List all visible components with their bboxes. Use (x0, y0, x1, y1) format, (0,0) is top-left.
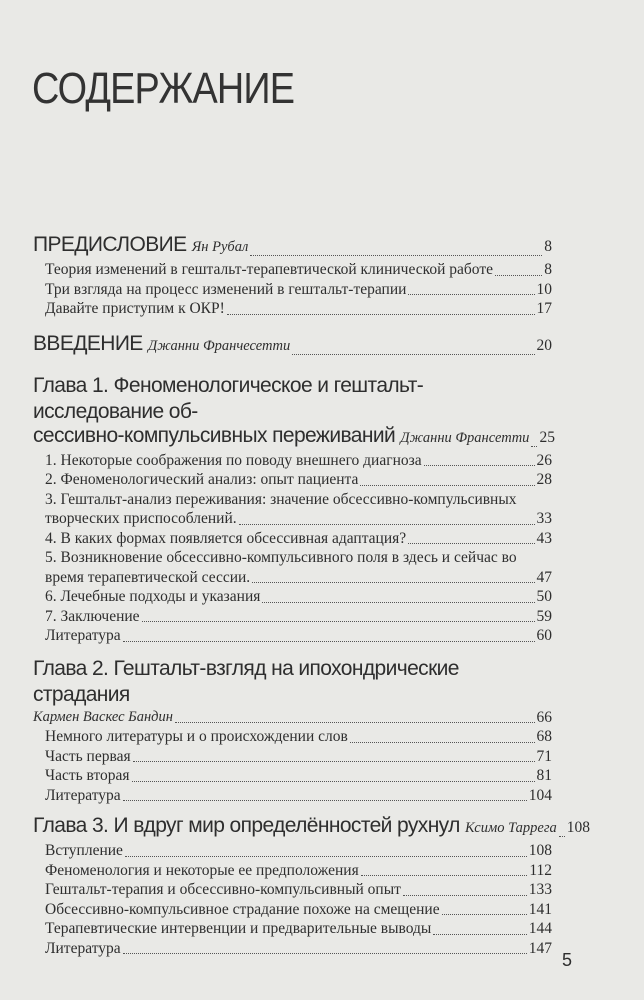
page-ref: 28 (536, 471, 552, 488)
page-number: 5 (562, 950, 573, 970)
dot-leader (123, 641, 535, 642)
page-ref: 147 (528, 939, 552, 957)
entry-title: Феноменология и некоторые ее предположения (45, 861, 359, 879)
entry-title: 1. Некоторые соображения по поводу внешнего диагноза (45, 451, 422, 469)
dot-leader (132, 781, 535, 782)
entry-title: Часть первая (45, 747, 131, 765)
toc-entry[interactable] (33, 841, 552, 861)
dot-leader (408, 543, 534, 544)
entry-title: творческих приспособлений. (45, 510, 237, 527)
section-title: ВВЕДЕНИЕ (33, 331, 143, 355)
page-ref: 25 (539, 428, 555, 446)
toc-entry[interactable] (33, 568, 552, 588)
dot-leader (125, 856, 527, 857)
dot-leader (123, 953, 527, 954)
entry-title: 4. В каких формах появляется обсессивная адаптация? (45, 529, 407, 547)
page-ref: 47 (536, 568, 552, 586)
chapter-author: Ксимо Таррега (465, 820, 557, 836)
section-title: ПРЕДИСЛОВИЕ (33, 233, 187, 256)
entry-title: Давайте приступим к ОКР! (45, 300, 225, 317)
page-title: СОДЕРЖАНИЕ (32, 64, 295, 113)
toc-chapter-2[interactable] (33, 656, 552, 728)
toc-entry[interactable] (33, 626, 552, 646)
entry-title: Часть вторая (45, 767, 130, 784)
page-ref: 8 (544, 238, 552, 255)
entry-title: Гештальт-терапия и обсессивно-компульсивный опыт (45, 881, 401, 898)
chapter-title: Глава 3. И вдруг мир определённостей рухнул (33, 814, 460, 837)
dot-leader (142, 621, 535, 622)
page-ref: 68 (536, 728, 552, 745)
entry-title: Три взгляда на процесс изменений в гештальт-терапии (45, 280, 407, 298)
dot-leader (175, 722, 535, 723)
page-ref: 20 (536, 336, 552, 354)
toc-entry[interactable] (33, 451, 552, 471)
toc-chapter-1[interactable] (33, 373, 555, 451)
entry-title: Терапевтические интервенции и предварительные выводы (45, 920, 432, 937)
entry-title: Литература (45, 627, 121, 644)
toc-entry[interactable] (33, 470, 552, 490)
toc-entry[interactable] (33, 280, 552, 300)
page-ref: 141 (528, 900, 552, 918)
section-author: Джанни Франчесетти (147, 337, 291, 354)
toc-entry[interactable] (33, 786, 552, 806)
dot-leader (442, 914, 527, 915)
page-ref: 66 (536, 708, 552, 726)
toc-intro[interactable] (33, 333, 552, 359)
chapter-title-line2: сессивно-компульсивных переживаний (33, 423, 396, 447)
dot-leader (262, 602, 534, 603)
dot-leader (133, 761, 535, 762)
page-ref: 81 (536, 767, 552, 784)
toc-entry[interactable] (33, 727, 552, 747)
entry-title: 2. Феноменологический анализ: опыт пациента (45, 471, 359, 488)
dot-leader (239, 524, 535, 525)
page-ref: 43 (536, 529, 552, 547)
dot-leader (292, 354, 534, 355)
toc-entry-line1: 5. Возникновение обсессивно-компульсивного поля в здесь и сейчас во (45, 549, 517, 566)
entry-title: время терапевтической сессии. (45, 568, 251, 586)
section-author: Ян Рубал (191, 239, 249, 255)
page-ref: 60 (536, 627, 552, 644)
toc-entry[interactable] (33, 509, 552, 529)
dot-leader (250, 255, 542, 256)
toc-entry[interactable] (33, 260, 552, 280)
toc-preface[interactable] (33, 234, 552, 260)
page-ref: 10 (536, 280, 552, 298)
page-ref: 33 (536, 510, 552, 527)
toc-entry[interactable] (33, 747, 552, 767)
dot-leader (408, 294, 534, 295)
dot-leader (424, 465, 535, 466)
entry-title: Вступление (45, 842, 123, 859)
dot-leader (559, 836, 565, 837)
toc-entry-line1: 3. Гештальт-анализ переживания: значение обсессивно-компульсивных (45, 490, 517, 508)
page-ref: 26 (536, 451, 552, 469)
entry-title: 7. Заключение (45, 607, 140, 625)
toc-entry[interactable] (33, 529, 552, 549)
entry-title: Обсессивно-компульсивное страдание похоже на смещение (45, 900, 440, 918)
page-ref: 71 (536, 747, 552, 765)
chapter-title-line1: Глава 1. Феноменологическое и гештальт-исследование об- (33, 373, 424, 423)
page-ref: 104 (528, 786, 552, 804)
dot-leader (350, 742, 535, 743)
entry-title: Литература (45, 939, 121, 957)
toc-chapter-3[interactable] (33, 814, 590, 841)
toc-entry[interactable] (33, 299, 552, 319)
table-of-contents (33, 233, 590, 958)
page-ref: 8 (544, 261, 552, 278)
chapter-author: Кармен Васкес Бандин (33, 708, 173, 725)
page-ref: 50 (536, 588, 552, 605)
dot-leader (123, 800, 527, 801)
dot-leader (495, 275, 542, 276)
toc-entry[interactable] (33, 880, 552, 900)
chapter-title: Глава 2. Гештальт-взгляд на ипохондрические страдания (33, 656, 459, 706)
dot-leader (361, 875, 528, 876)
entry-title: Немного литературы и о происхождении слов (45, 728, 348, 745)
toc-entry[interactable] (33, 766, 552, 786)
dot-leader (360, 485, 534, 486)
entry-title: Теория изменений в гештальт-терапевтической клинической работе (45, 261, 493, 278)
chapter-author: Джанни Франсетти (400, 429, 530, 446)
dot-leader (227, 314, 535, 315)
toc-entry[interactable] (33, 900, 552, 920)
page-ref: 59 (536, 607, 552, 625)
entry-title: Литература (45, 786, 121, 804)
toc-entry[interactable] (33, 861, 552, 881)
page-ref: 17 (536, 300, 552, 317)
page-ref: 108 (566, 819, 590, 836)
dot-leader (531, 446, 537, 447)
page-ref: 112 (529, 861, 552, 879)
toc-entry[interactable] (33, 587, 552, 607)
toc-entry[interactable] (33, 607, 552, 627)
page-ref: 133 (528, 881, 552, 898)
page-ref: 144 (528, 920, 552, 937)
toc-entry[interactable] (33, 939, 552, 959)
page-ref: 108 (528, 842, 552, 859)
toc-entry[interactable] (33, 919, 552, 939)
dot-leader (403, 895, 527, 896)
dot-leader (433, 934, 526, 935)
entry-title: 6. Лечебные подходы и указания (45, 588, 261, 605)
dot-leader (252, 582, 534, 583)
